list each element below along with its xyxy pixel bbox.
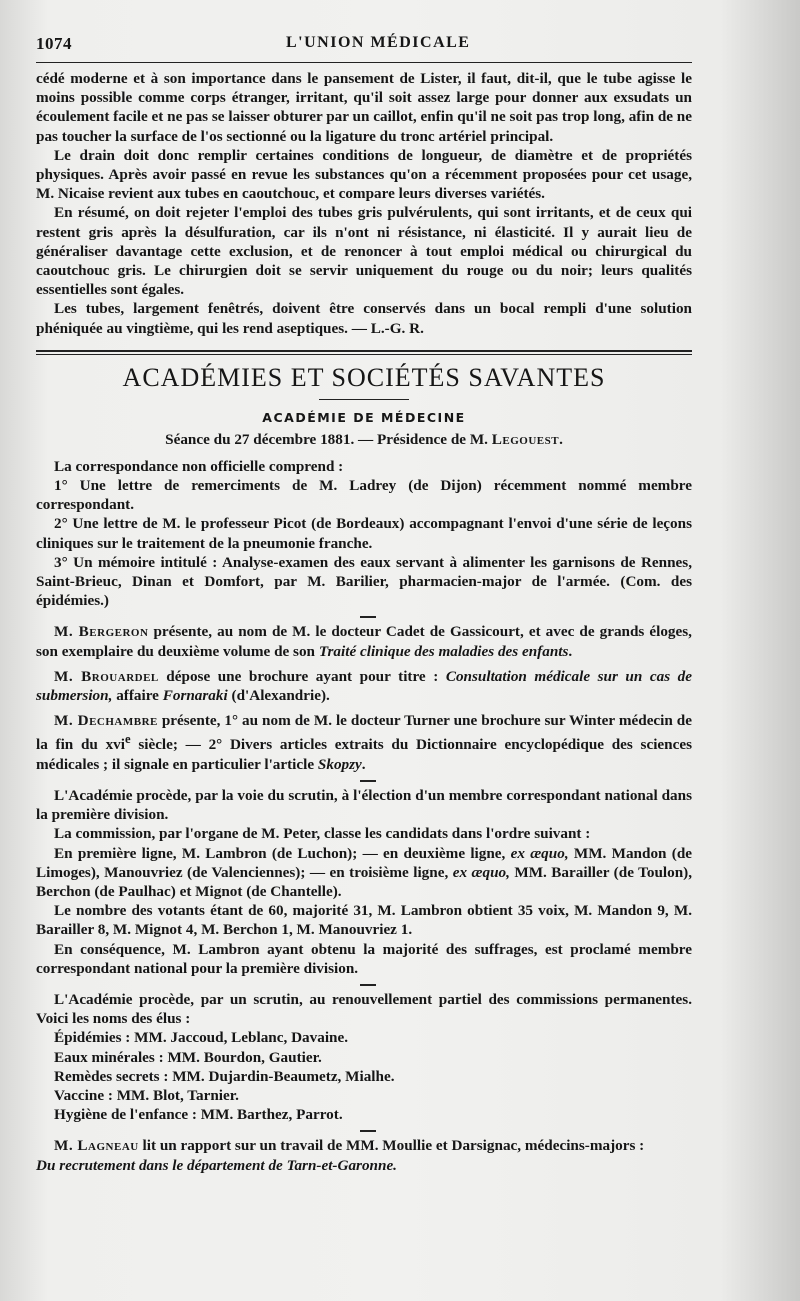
title-rule [319,399,409,400]
election-intro: L'Académie procède, par la voie du scrutin, à l'élection d'un membre correspondant national dans la première division. [36,786,692,824]
commission-item-5: Hygiène de l'enfance : MM. Barthez, Parrot. [54,1106,343,1124]
ex-aequo-2: ex æquo, [452,863,510,881]
ranking-a: En première ligne, M. Lambron (de Luchon); — en deuxième ligne, [54,844,511,862]
intro-paragraph-2: Le drain doit donc remplir certaines conditions de longueur, de diamètre et de propriétés physiques. Après avoir passé en revue les substances qu'on a récemment proposées pour cet usage, M. Nicaise revient aux tubes en caoutchouc, et compare leurs diverses variétés. [36,146,692,203]
dechambre-sup: e [124,732,131,747]
page-number: 1074 [36,34,72,53]
intro-paragraph-1: cédé moderne et à son importance dans le pansement de Lister, il faut, dit-il, que le tube agisse le moins possible comme corps étranger, irritant, qu'il soit assez large pour donner aux exsudats un écoulement facile et ne pas se laisser obturer par un caillot, enfin qu'il ne soit pas trop long, afin de ne pas toucher la surface de l'os sectionné ou la ligature du tronc artériel principal. [36,70,692,145]
seance-president: Legouest [491,430,560,448]
seance-line [36,431,692,449]
correspondance-intro: La correspondance non officielle comprend : [54,457,344,475]
bergeron-paragraph [36,622,692,660]
intro-paragraph-3: En résumé, on doit rejeter l'emploi des tubes gris pulvérulents, qui sont irritants, et de ceux qui restent gris après la désulfuration, car ils n'ont ni résistance, ni élasticité. Il y aurait lieu de généraliser davantage cette exclusion, et de renoncer à tout emploi médical ou chirurgical du caoutchouc gris. Le chirurgien doit se servir uniquement du rouge ou du noir; leurs qualités essentielles sont égales. [36,204,692,299]
separator-dash [360,780,376,782]
brouardel-title: Consultation médicale sur un cas de submersion, [36,667,692,705]
ranking-b: MM. Mandon (de Limoges), Manouvriez (de Valenciennes); — en troisième ligne, [36,844,693,881]
bergeron-title: Traité clinique des maladies des enfants [318,642,569,660]
brouardel-text: dépose une brochure ayant pour titre : [158,667,446,685]
running-header [36,28,700,58]
seance-suffix: . [559,430,563,448]
bergeron-end: . [568,642,573,660]
brouardel-paragraph [36,667,692,705]
academy-heading: ACADÉMIE DE MÉDECINE [262,409,466,425]
election-result: En conséquence, M. Lambron ayant obtenu la majorité des suffrages, est proclamé membre correspondant national pour la première division. [36,940,692,977]
commission-item-2: Eaux minérales : MM. Bourdon, Gautier. [54,1048,322,1066]
election-ranking [36,844,692,902]
correspondance-item-2: 2° Une lettre de M. le professeur Picot (de Bordeaux) accompagnant l'envoi d'une série de leçons cliniques sur le traitement de la pneumonie franche. [36,515,692,552]
lagneau-title-line [36,1156,692,1175]
brouardel-name: M. Brouardel [54,667,159,685]
dechambre-text: présente, 1° au nom de M. le docteur Turner une brochure sur Winter médecin de la fin du xvi [36,712,692,754]
intro-paragraph-4: Les tubes, largement fenêtrés, doivent être conservés dans un bocal rempli d'une solution phéniquée au vingtième, qui les rend aseptiques. — L.-G. R. [36,300,692,337]
brouardel-title2: Fornaraki [162,687,228,705]
bergeron-text: présente, au nom de M. le docteur Cadet de Gassicourt, et avec de grands éloges, son exemplaire du deuxième volume de son [36,623,692,660]
commission-item-3: Remèdes secrets : MM. Dujardin-Beaumetz, Mialhe. [54,1067,395,1085]
dechambre-paragraph [36,711,692,774]
commission-item-4: Vaccine : MM. Blot, Tarnier. [54,1087,239,1104]
separator-dash [360,984,376,986]
seance-prefix: Séance du 27 décembre 1881. — Présidence de M. [165,430,492,448]
commissions-intro: L'Académie procède, par un scrutin, au renouvellement partiel des commissions permanentes. Voici les noms des élus : [36,990,692,1028]
lagneau-text: lit un rapport sur un travail de MM. Moullie et Darsignac, médecins-majors : [138,1137,645,1155]
separator-dash [360,616,376,618]
journal-title: L'UNION MÉDICALE [286,34,471,51]
lagneau-paragraph [36,1136,692,1155]
brouardel-mid: affaire [112,687,163,705]
header-rule [36,62,692,63]
correspondance-item-3: 3° Un mémoire intitulé : Analyse-examen des eaux servant à alimenter les garnisons de Rennes, Saint-Brieuc, Dinan et Domfort, par M. Barilier, pharmacien-major de l'armée. (Com. des épidémies.) [36,553,692,610]
section-divider [36,350,692,355]
dechambre-title: Skopzy [317,755,362,773]
bergeron-name: M. Bergeron [54,623,149,641]
dechambre-name: M. Dechambre [54,712,158,730]
dechambre-end: . [361,755,366,773]
brouardel-end: (d'Alexandrie). [227,687,330,705]
dechambre-text2: siècle; — 2° Divers articles extraits du Dictionnaire encyclopédique des sciences médicales ; il signale en particulier l'article [36,736,692,773]
election-commission: La commission, par l'organe de M. Peter, classe les candidats dans l'ordre suivant : [54,825,591,843]
ex-aequo-1: ex æquo, [510,844,569,862]
correspondance-item-1: 1° Une lettre de remerciments de M. Ladrey (de Dijon) récemment nommé membre correspondant. [36,477,692,514]
election-votes: Le nombre des votants étant de 60, majorité 31, M. Lambron obtient 35 voix, M. Mandon 9, M. Barailler 8, M. Mignot 4, M. Berchon 1, M. Manouvriez 1. [36,902,692,939]
commission-item-1: Épidémies : MM. Jaccoud, Leblanc, Davaine. [54,1029,349,1047]
section-title: ACADÉMIES ET SOCIÉTÉS SAVANTES [122,362,606,392]
lagneau-title: Du recrutement dans le département de Tarn-et-Garonne. [36,1156,397,1174]
lagneau-name: M. Lagneau [54,1137,139,1155]
separator-dash [360,1130,376,1132]
ranking-c: MM. Barailler (de Toulon), Berchon (de Paulhac) et Mignot (de Chantelle). [36,863,693,900]
